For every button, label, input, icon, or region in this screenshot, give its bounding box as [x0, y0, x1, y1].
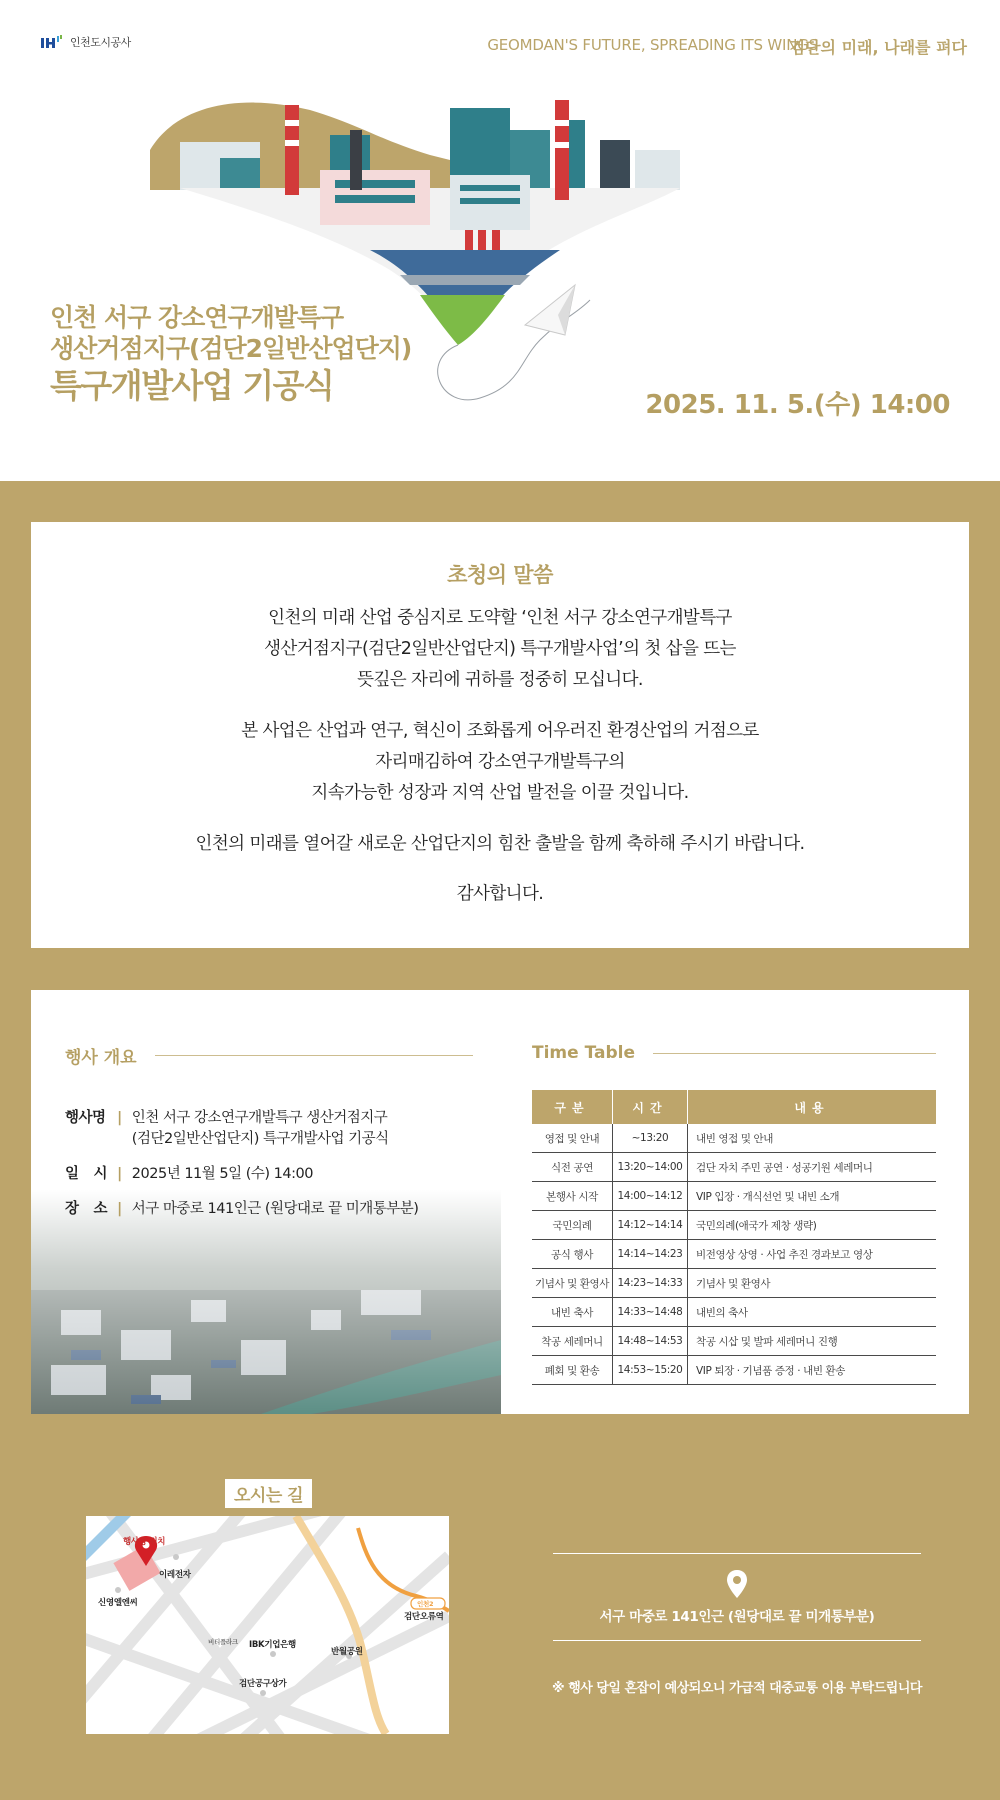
invitation-line: 인천의 미래 산업 중심지로 도약할 ‘인천 서구 강소연구개발특구 — [268, 608, 732, 628]
overview-key: 행사명 — [65, 1110, 106, 1126]
invitation-line: 자리매김하여 강소연구개발특구의 — [375, 752, 625, 772]
title-line-3: 특구개발사업 기공식 — [50, 366, 334, 405]
tagline-english: GEOMDAN'S FUTURE, SPREADING ITS WINGS — [487, 36, 818, 54]
tagline-korean: 검단의 미래, 나래를 펴다 — [789, 38, 967, 57]
invitation-line: 뜻깊은 자리에 귀하를 정중히 모십니다. — [357, 670, 643, 690]
table-cell: 착공 세레머니 — [532, 1327, 613, 1356]
overview-header — [65, 1043, 473, 1068]
column-header: 시간 — [613, 1090, 688, 1124]
table-cell: 본행사 시작 — [532, 1182, 613, 1211]
map-label: 검단공구상가 — [239, 1679, 287, 1689]
table-cell: 14:53~15:20 — [613, 1356, 688, 1385]
map-label: 이레전자 — [159, 1570, 191, 1580]
table-cell: VIP 입장 · 개식선언 및 내빈 소개 — [688, 1182, 937, 1211]
aerial-photo — [31, 1190, 501, 1414]
overview-row-name — [65, 1108, 485, 1150]
table-row — [532, 1356, 936, 1385]
table-cell: 영접 및 안내 — [532, 1124, 613, 1153]
overview-value — [132, 1108, 389, 1150]
table-cell: 14:48~14:53 — [613, 1327, 688, 1356]
title-line-1: 인천 서구 강소연구개발특구 — [50, 303, 344, 332]
table-row — [532, 1269, 936, 1298]
table-cell: 내빈 영접 및 안내 — [688, 1124, 937, 1153]
event-date: 2025. 11. 5.(수) 14:00 — [645, 390, 950, 420]
table-cell: 기념사 및 환영사 — [688, 1269, 937, 1298]
table-row — [532, 1182, 936, 1211]
map-line-label: 인천2 — [417, 1600, 434, 1608]
paper-plane-icon — [525, 285, 575, 335]
table-cell: 내빈의 축사 — [688, 1298, 937, 1327]
timetable-title: Time Table — [532, 1043, 635, 1063]
title-line-2: 생산거점지구(검단2일반산업단지) — [50, 333, 412, 363]
table-cell: 14:12~14:14 — [613, 1211, 688, 1240]
divider — [155, 1055, 473, 1056]
invitation-paragraph-1 — [31, 603, 969, 696]
table-cell: 14:00~14:12 — [613, 1182, 688, 1211]
invitation-closing: 감사합니다. — [456, 884, 544, 904]
logo-text: 인천도시공사 — [70, 36, 131, 49]
table-cell: 14:33~14:48 — [613, 1298, 688, 1327]
table-cell: 14:14~14:23 — [613, 1240, 688, 1269]
table-cell: 공식 행사 — [532, 1240, 613, 1269]
table-cell: 내빈 축사 — [532, 1298, 613, 1327]
map-label: IBK기업은행 — [249, 1640, 296, 1650]
overview-value-line: 인천 서구 강소연구개발특구 생산거점지구 — [131, 1110, 388, 1126]
divider — [553, 1553, 921, 1554]
invitation-title: 초청의 말씀 — [447, 563, 553, 587]
overview-row-venue — [65, 1199, 485, 1220]
table-row — [532, 1298, 936, 1327]
invitation-paragraph-3: 인천의 미래를 열어갈 새로운 산업단지의 힘찬 출발을 함께 축하해 주시기 바랍니다. — [195, 834, 805, 854]
map-venue-label: 행사장 위치 — [123, 1537, 166, 1547]
overview-value: 2025년 11월 5일 (수) 14:00 — [131, 1166, 313, 1182]
map-label: 반월공원 — [331, 1647, 363, 1657]
event-info-card — [31, 990, 969, 1414]
invitation-line: 생산거점지구(검단2일반산업단지) 특구개발사업’의 첫 삽을 뜨는 — [264, 639, 736, 659]
table-cell: 폐회 및 환송 — [532, 1356, 613, 1385]
overview-key: 일 시 — [65, 1166, 107, 1182]
logo — [40, 34, 131, 50]
overview-value-line: (검단2일반산업단지) 특구개발사업 기공식 — [131, 1131, 389, 1147]
separator-bar: | — [117, 1201, 122, 1217]
divider — [553, 1640, 921, 1641]
transport-notice: ※ 행사 당일 혼잡이 예상되오니 가급적 대중교통 이용 부탁드립니다 — [552, 1681, 922, 1696]
timetable-header-row — [532, 1090, 936, 1124]
table-cell: 기념사 및 환영사 — [532, 1269, 613, 1298]
separator-bar: | — [117, 1110, 122, 1126]
table-cell: VIP 퇴장 · 기념품 증정 · 내빈 환송 — [688, 1356, 937, 1385]
venue-address: 서구 마중로 141인근 (원당대로 끝 미개통부분) — [599, 1609, 875, 1625]
separator-bar: | — [117, 1166, 122, 1182]
table-cell: 13:20~14:00 — [613, 1153, 688, 1182]
table-row — [532, 1211, 936, 1240]
invitation-line: 본 사업은 산업과 연구, 혁신이 조화롭게 어우러진 환경산업의 거점으로 — [241, 721, 759, 741]
invitation-card — [31, 522, 969, 948]
table-cell: 검단 자치 주민 공연 · 성공기원 세레머니 — [688, 1153, 937, 1182]
table-cell: 비전영상 상영 · 사업 추진 경과보고 영상 — [688, 1240, 937, 1269]
table-cell: ~13:20 — [613, 1124, 688, 1153]
directions-title: 오시는 길 — [225, 1479, 312, 1508]
timetable-header — [532, 1043, 936, 1063]
map-label: 신영엘엔씨 — [98, 1598, 138, 1608]
table-cell: 착공 시삽 및 발파 세레머니 진행 — [688, 1327, 937, 1356]
table-cell: 국민의례 — [532, 1211, 613, 1240]
timetable — [532, 1090, 936, 1385]
overview-row-datetime — [65, 1164, 485, 1185]
overview-list — [65, 1108, 485, 1220]
table-cell: 국민의례(애국가 제창 생략) — [688, 1211, 937, 1240]
invitation-line: 지속가능한 성장과 지역 산업 발전을 이끌 것입니다. — [311, 783, 689, 803]
table-row — [532, 1153, 936, 1182]
table-cell: 14:23~14:33 — [613, 1269, 688, 1298]
overview-value: 서구 마중로 141인근 (원당대로 끝 미개통부분) — [131, 1201, 419, 1217]
event-title — [50, 303, 411, 406]
table-row — [532, 1327, 936, 1356]
ih-logo-icon — [40, 34, 66, 50]
table-row — [532, 1240, 936, 1269]
divider — [653, 1053, 936, 1054]
column-header: 구분 — [532, 1090, 613, 1124]
location-map[interactable] — [86, 1516, 449, 1734]
table-row — [532, 1124, 936, 1153]
column-header: 내용 — [688, 1090, 937, 1124]
overview-key: 장 소 — [65, 1201, 107, 1217]
location-pin-icon — [726, 1569, 748, 1603]
map-label: 검단오류역 — [404, 1612, 444, 1622]
invitation-paragraph-2 — [31, 716, 969, 809]
table-cell: 식전 공연 — [532, 1153, 613, 1182]
overview-title: 행사 개요 — [65, 1048, 137, 1068]
map-label: 비티플라크 — [208, 1638, 238, 1646]
